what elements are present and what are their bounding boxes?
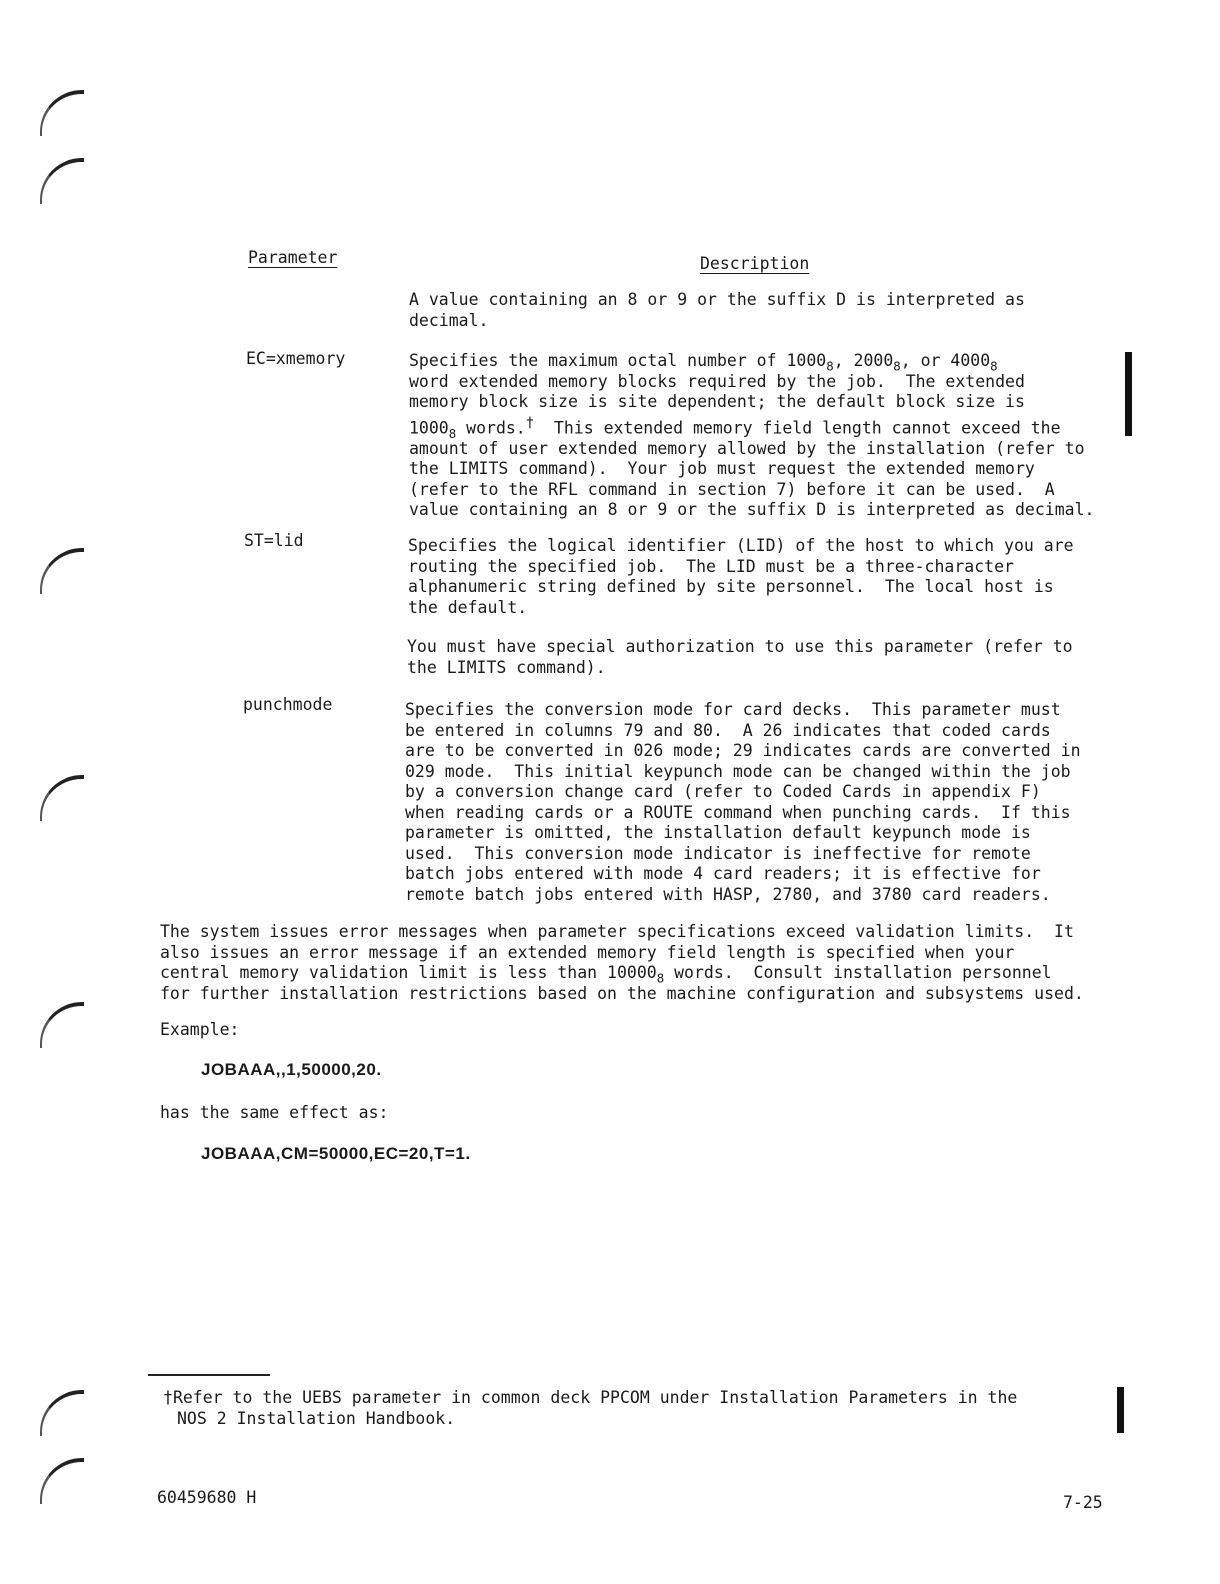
punch-hole-mark (40, 548, 84, 594)
text-line: amount of user extended memory allowed by the installation (refer to (409, 438, 1085, 458)
text-line: Specifies the logical identifier (LID) of the host to which you are (408, 536, 1074, 555)
text-line: the LIMITS command). (407, 657, 606, 677)
text-line: parameter is omitted, the installation default keypunch mode is (405, 823, 1031, 842)
param-description-punchmode (405, 700, 1081, 905)
page-number: 7-25 (1063, 1493, 1103, 1512)
text-line: be entered in columns 79 and 80. A 26 indicates that coded cards (405, 720, 1051, 740)
text-line: used. This conversion mode indicator is ineffective for remote (405, 843, 1031, 863)
text-line: Specifies the maximum octal number of $1000_8$, $2000_8$, or $4000_8$ (409, 351, 998, 374)
body-paragraph (160, 922, 1084, 1004)
text-line: remote batch jobs entered with HASP, 2780, and 3780 card readers. (405, 884, 1051, 904)
punch-hole-mark (40, 1458, 84, 1504)
text-line: value containing an 8 or 9 or the suffix D is interpreted as decimal. (409, 500, 1095, 519)
continuation-description (409, 290, 1025, 331)
footnote (163, 1388, 1017, 1429)
change-bar (1117, 1387, 1124, 1433)
text-line: are to be converted in 026 mode; 29 indicates cards are converted in (405, 741, 1081, 760)
text-line: by a conversion change card (refer to Coded Cards in appendix F) (405, 782, 1041, 801)
text-line: A value containing an 8 or 9 or the suffix D is interpreted as (409, 290, 1025, 309)
document-number: 60459680 H (157, 1488, 257, 1507)
text-line: $1000_8$ words.† This extended memory field length cannot exceed the (409, 414, 1061, 441)
text-line: the default. (408, 597, 528, 617)
text-line: You must have special authorization to use this parameter (refer to (407, 637, 1073, 656)
text-line: the LIMITS command). Your job must request the extended memory (409, 459, 1035, 478)
text-line: alphanumeric string defined by site personnel. The local host is (408, 577, 1054, 596)
same-effect-text: has the same effect as: (160, 1103, 389, 1122)
example-label: Example: (160, 1020, 240, 1039)
parameter-column-header: Parameter (248, 248, 338, 267)
punch-hole-mark (40, 775, 84, 821)
text-line: memory block size is site dependent; the default block size is (409, 392, 1025, 411)
description-column-header: Description (700, 254, 810, 273)
change-bar (1125, 352, 1132, 436)
param-description-st (408, 536, 1074, 618)
example-code-2: JOBAAA,CM=50000,EC=20,T=1. (201, 1144, 471, 1163)
text-line: decimal. (409, 310, 489, 330)
punch-hole-mark (40, 158, 84, 204)
punch-hole-mark (40, 90, 84, 136)
param-description-st-note (407, 637, 1073, 678)
text-line: batch jobs entered with mode 4 card readers; it is effective for (405, 864, 1041, 883)
text-line: The system issues error messages when parameter specifications exceed validation limits. It (160, 922, 1074, 941)
text-line: word extended memory blocks required by the job. The extended (409, 371, 1025, 391)
text-line: for further installation restrictions based on the machine configuration and subsystems used. (160, 983, 1084, 1003)
param-name-ec: EC=xmemory (246, 349, 346, 368)
example-code-1: JOBAAA,,1,50000,20. (201, 1060, 382, 1079)
text-line: 029 mode. This initial keypunch mode can be changed within the job (405, 761, 1071, 781)
param-description-ec (409, 351, 1094, 521)
footnote-rule (148, 1374, 270, 1376)
text-line: (refer to the RFL command in section 7) before it can be used. A (409, 479, 1055, 499)
param-name-st: ST=lid (244, 531, 304, 550)
text-line: NOS 2 Installation Handbook. (177, 1408, 456, 1428)
text-line: routing the specified job. The LID must be a three-character (408, 556, 1014, 576)
param-name-punchmode: punchmode (243, 695, 333, 714)
text-line: also issues an error message if an extended memory field length is specified when your (160, 942, 1015, 962)
text-line: †Refer to the UEBS parameter in common deck PPCOM under Installation Parameters in the (163, 1388, 1018, 1407)
text-line: Specifies the conversion mode for card decks. This parameter must (405, 700, 1061, 719)
punch-hole-mark (40, 1002, 84, 1048)
text-line: when reading cards or a ROUTE command when punching cards. If this (405, 802, 1071, 822)
footnote-mark: † (525, 414, 535, 431)
text-line: central memory validation limit is less than $10000_8$ words. Consult installation personnel (160, 963, 1052, 986)
punch-hole-mark (40, 1390, 84, 1436)
footnote-mark: † (163, 1388, 173, 1407)
